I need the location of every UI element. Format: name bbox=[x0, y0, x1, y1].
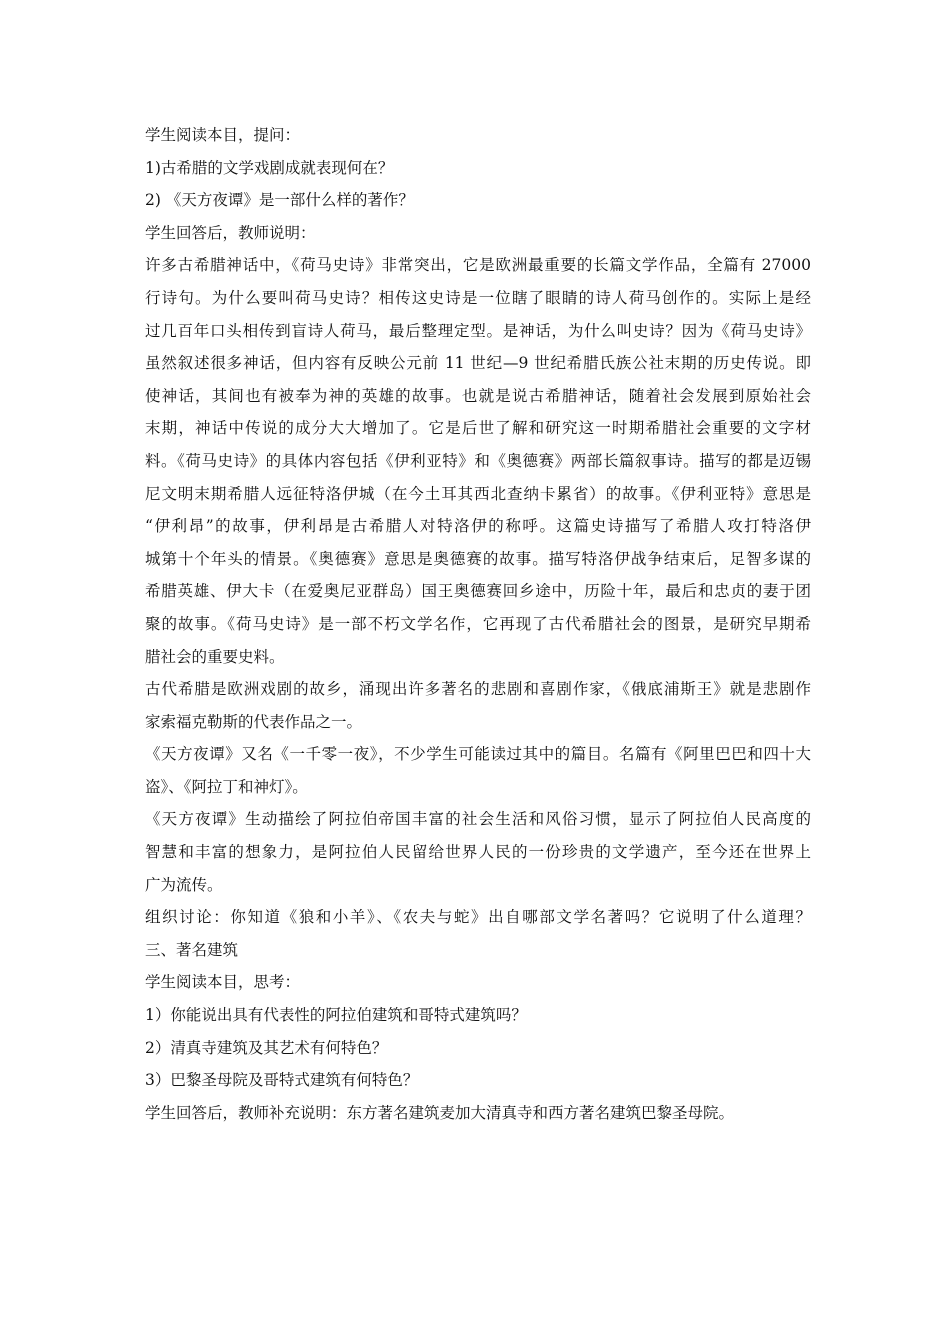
text-line: 城第十个年头的情景。《奥德赛》意思是奥德赛的故事。描写特洛伊战争结束后，足智多谋的 bbox=[145, 549, 811, 568]
text-line: 尼文明末期希腊人远征特洛伊城（在今土耳其西北查纳卡累省）的故事。《伊利亚特》意思是 bbox=[145, 484, 811, 503]
text-line: 《天方夜谭》又名《一千零一夜》，不少学生可能读过其中的篇目。名篇有《阿里巴巴和四十大 bbox=[145, 745, 811, 764]
text-line: 《天方夜谭》生动描绘了阿拉伯帝国丰富的社会生活和风俗习惯，显示了阿拉伯人民高度的 bbox=[145, 810, 811, 829]
document-page bbox=[145, 119, 811, 1129]
text-line: 智慧和丰富的想象力，是阿拉伯人民留给世界人民的一份珍贵的文学遗产，至今还在世界上 bbox=[145, 843, 811, 862]
text-line: 腊社会的重要史料。 bbox=[145, 647, 285, 666]
text-line: 1)古希腊的文学戏剧成就表现何在？ bbox=[145, 158, 394, 177]
text-line: “伊利昂”的故事，伊利昂是古希腊人对特洛伊的称呼。这篇史诗描写了希腊人攻打特洛伊 bbox=[145, 517, 811, 536]
text-line: 末期，神话中传说的成分大大增加了。它是后世了解和研究这一时期希腊社会重要的文字材 bbox=[145, 419, 811, 438]
text-line: 盗》、《阿拉丁和神灯》。 bbox=[145, 777, 308, 796]
text-line: 古代希腊是欧洲戏剧的故乡，涌现出许多著名的悲剧和喜剧作家，《俄底浦斯王》就是悲剧作 bbox=[145, 680, 811, 699]
text-line: 学生回答后，教师补充说明：东方著名建筑麦加大清真寺和西方著名建筑巴黎圣母院。 bbox=[145, 1103, 735, 1122]
text-line: 广为流传。 bbox=[145, 875, 223, 894]
text-line: 三、著名建筑 bbox=[145, 940, 239, 959]
text-line: 3）巴黎圣母院及哥特式建筑有何特色？ bbox=[145, 1071, 419, 1090]
text-line: 虽然叙述很多神话，但内容有反映公元前 11 世纪—9 世纪希腊氏族公社末期的历史传说。即 bbox=[145, 354, 811, 373]
text-line: 家索福克勒斯的代表作品之一。 bbox=[145, 712, 363, 731]
text-line: 行诗句。为什么要叫荷马史诗？相传这史诗是一位瞎了眼睛的诗人荷马创作的。实际上是经 bbox=[145, 288, 811, 307]
text-line: 组织讨论：你知道《狼和小羊》、《农夫与蛇》出自哪部文学名著吗？它说明了什么道理？ bbox=[145, 908, 811, 927]
text-line: 过几百年口头相传到盲诗人荷马，最后整理定型。是神话，为什么叫史诗？因为《荷马史诗》 bbox=[145, 321, 811, 340]
text-line: 许多古希腊神话中，《荷马史诗》非常突出，它是欧洲最重要的长篇文学作品，全篇有 27000 bbox=[145, 256, 811, 275]
text-line: 学生阅读本目，提问： bbox=[145, 126, 301, 144]
text-line: 学生阅读本目，思考： bbox=[145, 973, 301, 992]
text-line: 学生回答后，教师说明： bbox=[145, 223, 316, 242]
text-line: 1）你能说出具有代表性的阿拉伯建筑和哥特式建筑吗？ bbox=[145, 1006, 527, 1025]
text-line: 2）清真寺建筑及其艺术有何特色？ bbox=[145, 1038, 388, 1057]
text-line: 聚的故事。《荷马史诗》是一部不朽文学名作，它再现了古代希腊社会的图景，是研究早期希 bbox=[145, 614, 811, 633]
text-line: 料。《荷马史诗》的具体内容包括《伊利亚特》和《奥德赛》两部长篇叙事诗。描写的都是迈锡 bbox=[145, 451, 811, 470]
text-line: 希腊英雄、伊大卡（在爱奥尼亚群岛）国王奥德赛回乡途中，历险十年，最后和忠贞的妻于团 bbox=[145, 582, 811, 601]
text-line: 使神话，其间也有被奉为神的英雄的故事。也就是说古希腊神话，随着社会发展到原始社会 bbox=[145, 386, 811, 405]
text-line: 2) 《天方夜谭》是一部什么样的著作？ bbox=[145, 191, 414, 210]
